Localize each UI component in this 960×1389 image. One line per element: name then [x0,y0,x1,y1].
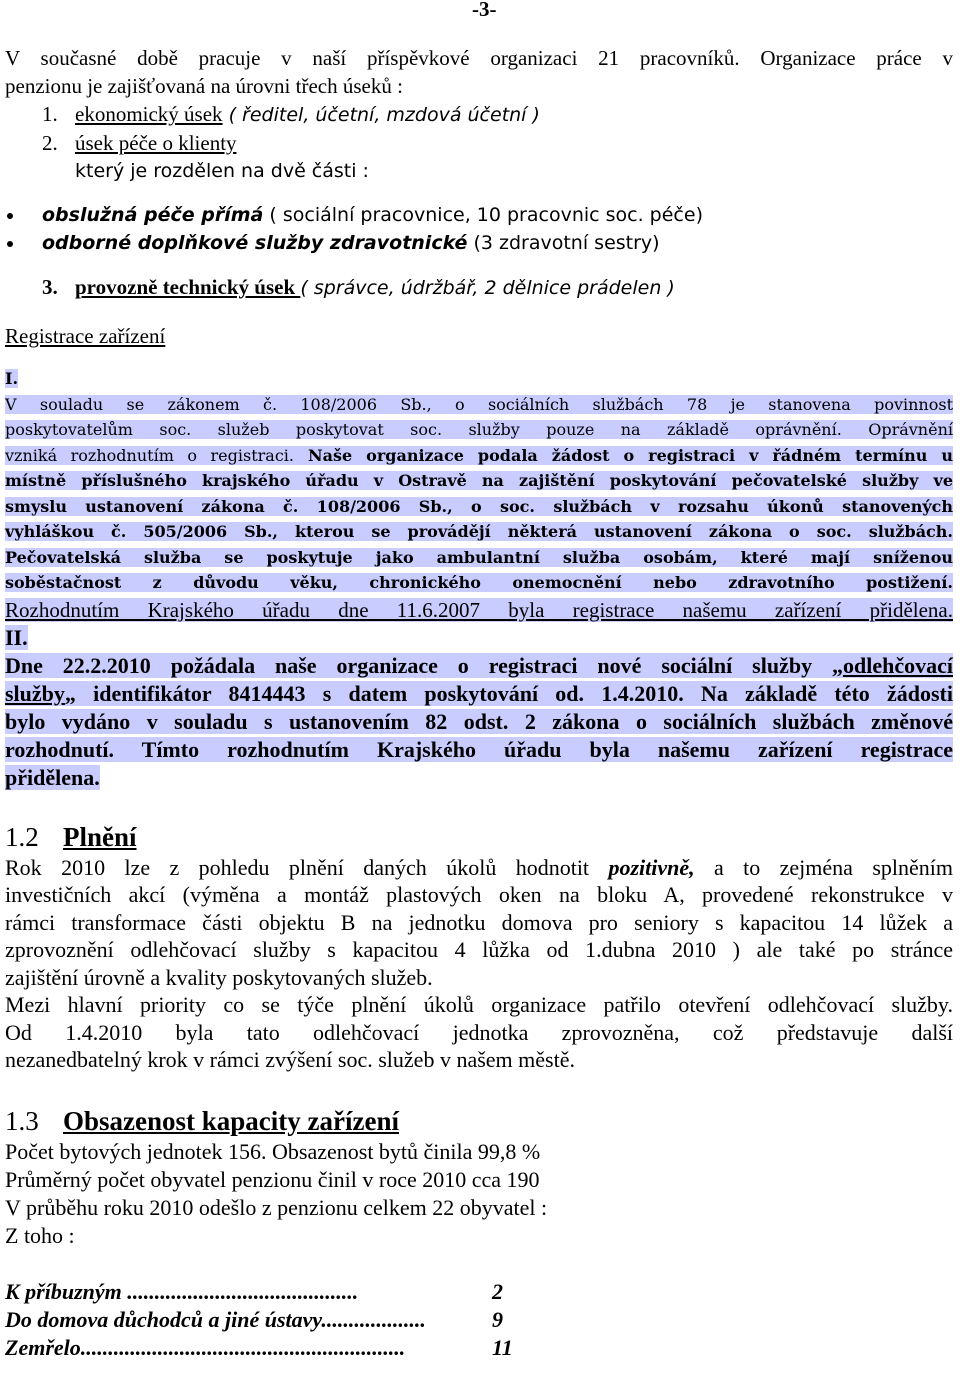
section-item-name: ekonomický úsek [75,102,223,126]
section-ii-line: rozhodnutí. Tímto rozhodnutím Krajského úřadu byla našemu zařízení registrace [5,736,953,762]
care-bullet-list [5,201,953,257]
section-item-name: úsek péče o klienty [75,131,237,155]
intro-line-1: V současné době pracuje v naší příspěvkové organizaci 21 pracovníků. Organizace práce v [5,46,953,70]
section-heading-obsazenost [5,1104,953,1138]
departure-value: 9 [492,1306,503,1332]
section-number: 1.2 [5,821,39,852]
section-i-final: Rozhodnutím Krajského úřadu dne 11.6.2007 byla registrace našemu zařízení přidělena. [5,597,953,622]
registration-section-ii [5,596,953,792]
section-item-name: provozně technický úsek [75,275,301,299]
plneni-line: Mezi hlavní priority co se týče plnění úkolů organizace patřilo otevření odlehčovací služby. [5,992,953,1017]
section-item-2 [5,129,953,157]
section-title: Plnění [63,821,137,852]
section-item-number: 2. [42,131,58,155]
departure-value: 11 [492,1334,513,1360]
section-i-label: I. [5,369,19,388]
intro-line-2: penzionu je zajišťovaná na úrovni třech úseků : [5,74,403,98]
section-item-note: ( ředitel, účetní, mzdová účetní ) [222,104,540,126]
departure-label: K příbuzným .......................................... [5,1278,359,1304]
document-body [5,44,953,1362]
intro-paragraph [5,44,953,100]
service-name: odlehčovací [843,652,953,678]
section-ii-line: přidělena. [5,764,100,790]
plneni-line: zajištění úrovně a kvality poskytovaných služeb. [5,964,433,990]
plneni-line: investičních akcí (výměna a montáž plastových oken na bloku A, provedené rekonstrukce v [5,882,953,907]
bullet-bold: odborné doplňkové služby zdravotnické [42,232,468,254]
bullet-item [5,201,953,229]
stats-line: Počet bytových jednotek 156. Obsazenost bytů činila 99,8 % [5,1138,541,1164]
section-ii-line: služby„ identifikátor 8414443 s datem poskytování od. 1.4.2010. Na základě této žádosti [5,680,953,706]
registration-heading: Registrace zařízení [5,324,166,348]
section-i-line: poskytovatelům soc. služeb poskytovat soc. služby pouze na základě oprávnění. Oprávnění [5,420,953,439]
departure-row [5,1278,953,1306]
section-i-line: vzniká rozhodnutím o registraci. Naše organizace podala žádost o registraci v řádném termínu u [5,445,954,465]
departure-row [5,1306,953,1334]
plneni-line: Rok 2010 lze z pohledu plnění daných úkolů hodnotit pozitivně, a to zejména splněním [5,854,953,880]
section-item-note: ( správce, údržbář, 2 dělnice prádelen ) [300,277,675,299]
section-i-line: smyslu ustanovení zákona č. 108/2006 Sb., o soc. službách v rozsahu úkonů stanovených [5,496,953,516]
section-i-line: soběstačnost z důvodu věku, chronického onemocnění nebo zdravotního postižení. [5,573,953,592]
section-i-line: vyhláškou č. 505/2006 Sb., kterou se provádějí některá ustanovení zákona o soc. službách. [5,522,953,541]
obsazenost-stats [5,1138,953,1250]
registration-section-i [5,366,953,596]
bullet-item [5,229,953,257]
section-ii-label: II. [5,624,28,650]
section-ii-line: Dne 22.2.2010 požádala naše organizace o registraci nové sociální služby „odlehčovací [5,652,953,678]
departure-label: Zemřelo........................................................... [5,1334,406,1360]
section-ii-line: bylo vydáno v souladu s ustanovením 82 odst. 2 zákona o sociálních službách změnové [5,708,953,734]
section-i-line: V souladu se zákonem č. 108/2006 Sb., o sociálních službách 78 je stanovena povinnost [5,394,953,414]
bullet-bold: obslužná péče přímá [42,204,264,226]
stats-line: Z toho : [5,1222,75,1248]
section-item-1 [5,100,953,129]
plneni-line: zprovoznění odlehčovací služby s kapacitou 4 lůžka od 1.dubna 2010 ) ale také po stránce [5,937,953,962]
departure-value: 2 [492,1278,503,1304]
page-number: -3- [472,0,497,21]
section-i-line: Pečovatelská služba se poskytuje jako ambulantní služba osobám, které mají sníženou [5,547,953,567]
plneni-paragraph [5,854,953,1074]
departures-list [5,1278,953,1362]
section-title: Obsazenost kapacity zařízení [63,1105,399,1136]
departure-row [5,1334,953,1362]
section-item-number: 1. [42,102,58,126]
stats-line: V průběhu roku 2010 odešlo z penzionu celkem 22 obyvatel : [5,1194,548,1220]
section-number: 1.3 [5,1105,39,1136]
departure-label: Do domova důchodců a jiné ústavy................... [5,1306,426,1332]
section-item-number: 3. [42,275,58,299]
stats-line: Průměrný počet obyvatel penzionu činil v roce 2010 cca 190 [5,1166,540,1192]
bullet-rest: (3 zdravotní sestry) [467,232,660,254]
plneni-line: rámci transformace části objektu B na jednotku domova pro seniory s kapacitou 14 lůžek a [5,909,953,935]
section-heading-plneni [5,820,953,854]
plneni-line: nezanedbatelný krok v rámci zvýšení soc. služeb v našem městě. [5,1047,575,1072]
section-i-line: místně příslušného krajského úřadu v Ostravě na zajištění poskytování pečovatelské služby ve [5,471,953,490]
plneni-line: Od 1.4.2010 byla tato odlehčovací jednotka zprovozněna, což představuje další [5,1019,953,1045]
bullet-rest: ( sociální pracovnice, 10 pracovnic soc. péče) [263,204,703,226]
section-item-3 [5,273,953,302]
section-2-subnote: který je rozdělen na dvě části : [75,160,369,182]
